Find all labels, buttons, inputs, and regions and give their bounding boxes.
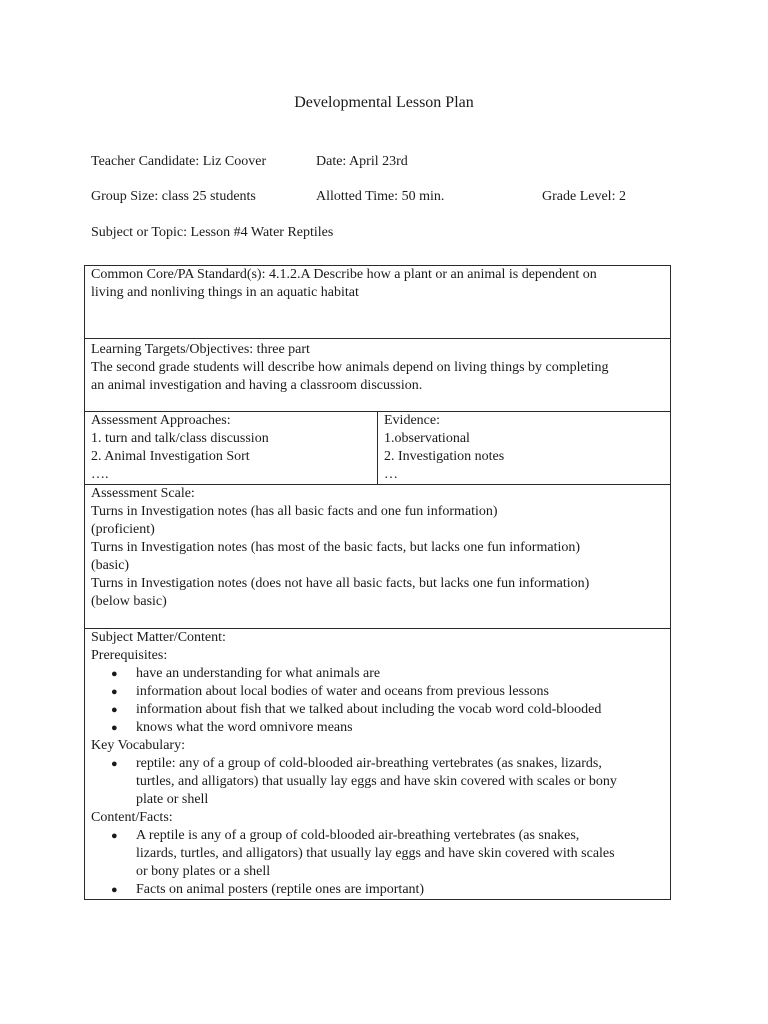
content-section xyxy=(85,628,670,899)
grade-level: Grade Level: 2 xyxy=(542,189,626,204)
scale-line: (basic) xyxy=(91,558,130,573)
fact-line: lizards, turtles, and alligators) that usually lay eggs and have skin covered with scales xyxy=(136,846,615,861)
fact-line: ● Facts on animal posters (reptile ones are important) xyxy=(136,882,425,897)
allotted-time: Allotted Time: 50 min. xyxy=(316,189,445,204)
assessment-item: 1. turn and talk/class discussion xyxy=(91,431,269,446)
assessment-item: …. xyxy=(91,467,109,482)
list-item: ● knows what the word omnivore means xyxy=(91,719,664,737)
vocab-line: plate or shell xyxy=(136,792,209,807)
vocab-line: ● reptile: any of a group of cold-blooded air-breathing vertebrates (as snakes, lizards, xyxy=(136,756,602,771)
vocabulary-heading: Key Vocabulary: xyxy=(91,738,185,753)
evidence-heading: Evidence: xyxy=(384,413,440,428)
facts-heading: Content/Facts: xyxy=(91,810,173,825)
list-item xyxy=(91,827,664,881)
evidence-item: 2. Investigation notes xyxy=(384,449,505,464)
scale-line: (proficient) xyxy=(91,522,155,537)
scale-line: Turns in Investigation notes (has all basic facts and one fun information) xyxy=(91,504,498,519)
vocab-line: turtles, and alligators) that usually lay eggs and have skin covered with scales or bony xyxy=(136,774,617,789)
vocabulary-list xyxy=(91,755,664,809)
assessment-item: 2. Animal Investigation Sort xyxy=(91,449,250,464)
fact-line: ● A reptile is any of a group of cold-blooded air-breathing vertebrates (as snakes, xyxy=(136,828,580,843)
group-size: Group Size: class 25 students xyxy=(91,189,256,204)
evidence xyxy=(377,412,670,484)
objectives-line: an animal investigation and having a classroom discussion. xyxy=(91,378,423,393)
list-item xyxy=(91,755,664,809)
standards-line: Common Core/PA Standard(s): 4.1.2.A Describe how a plant or an animal is dependent on xyxy=(91,267,597,282)
list-item: ● have an understanding for what animals are xyxy=(91,665,664,683)
facts-list xyxy=(91,827,664,899)
lesson-date: Date: April 23rd xyxy=(316,154,408,169)
list-item xyxy=(91,881,664,899)
standards-section xyxy=(85,266,670,338)
scale-heading: Assessment Scale: xyxy=(91,486,195,501)
content-heading: Subject Matter/Content: xyxy=(91,630,226,645)
assessment-heading: Assessment Approaches: xyxy=(91,413,231,428)
scale-line: (below basic) xyxy=(91,594,167,609)
list-item: ● information about local bodies of water and oceans from previous lessons xyxy=(91,683,664,701)
subject-topic: Subject or Topic: Lesson #4 Water Reptiles xyxy=(91,225,334,240)
standards-line: living and nonliving things in an aquatic habitat xyxy=(91,285,359,300)
assessment-approaches xyxy=(85,412,377,484)
lesson-plan-table xyxy=(84,265,671,900)
scale-line: Turns in Investigation notes (has most of the basic facts, but lacks one fun information) xyxy=(91,540,581,555)
fact-line: or bony plates or a shell xyxy=(136,864,271,879)
prerequisites-list xyxy=(91,665,664,737)
objectives-line: The second grade students will describe how animals depend on living things by completing xyxy=(91,360,609,375)
objectives-heading: Learning Targets/Objectives: three part xyxy=(91,342,310,357)
page-title: Developmental Lesson Plan xyxy=(294,94,474,111)
objectives-section xyxy=(85,338,670,411)
evidence-item: 1.observational xyxy=(384,431,470,446)
teacher-candidate: Teacher Candidate: Liz Coover xyxy=(91,154,267,169)
prerequisites-heading: Prerequisites: xyxy=(91,648,168,663)
list-item: ● information about fish that we talked about including the vocab word cold-blooded xyxy=(91,701,664,719)
evidence-item: … xyxy=(384,467,398,482)
scale-line: Turns in Investigation notes (does not have all basic facts, but lacks one fun information) xyxy=(91,576,590,591)
assessment-evidence-section xyxy=(85,411,670,484)
assessment-scale-section xyxy=(85,484,670,628)
